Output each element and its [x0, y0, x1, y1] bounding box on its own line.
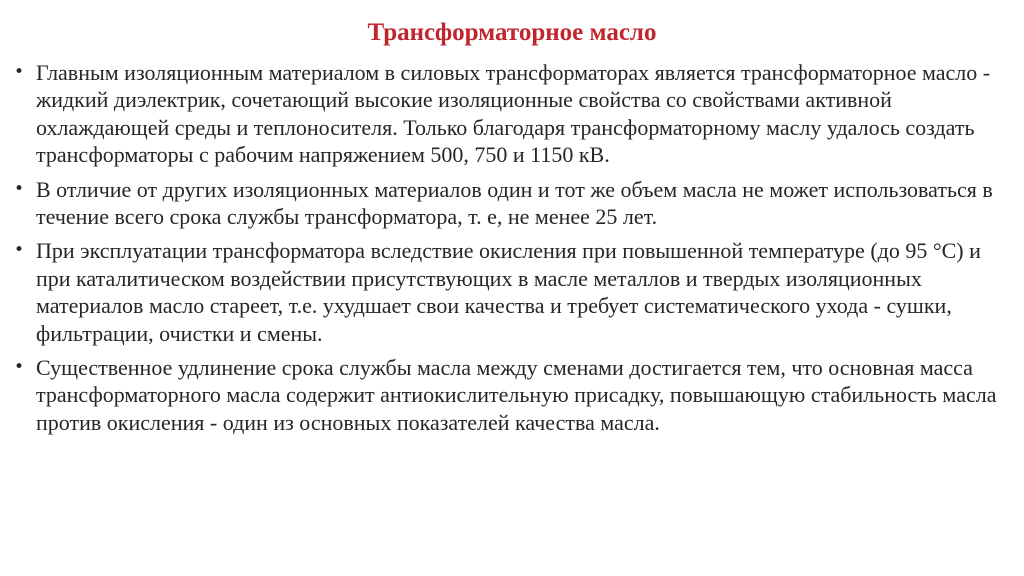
- slide-title: Трансформаторное масло: [367, 19, 657, 46]
- bullet-text: При эксплуатации трансформатора вследствие окисления при повышенной температуре (до 95 °С) и при каталитическом воздействии присутствующих в масле металлов и твердых изоляционных материалов масло стареет, т.е. ухудшает свои качества и требует систематического ухода - сушки, фильтрации, очистки и смены.: [36, 238, 981, 346]
- bullet-marker: •: [14, 178, 25, 199]
- bullet-item: [14, 237, 1004, 347]
- bullet-item: [14, 176, 1004, 231]
- bullet-text: Главным изоляционным материалом в силовых трансформаторах является трансформаторное масло - жидкий диэлектрик, сочетающий высокие изоляционные свойства со свойствами активной охлаждающей среды и теплоносителя. Только благодаря трансформаторному маслу удалось создать трансформаторы с рабочим напряжением 500, 750 и 1150 кВ.: [36, 60, 991, 168]
- bullet-marker: •: [14, 62, 25, 82]
- bullet-text: Существенное удлинение срока службы масла между сменами достигается тем, что основная масса трансформаторного масла содержит антиокислительную присадку, повышающую стабильность масла против окисления - один из основных показателей качества масла.: [36, 355, 997, 435]
- bullet-marker: •: [14, 357, 25, 378]
- bullet-item: [14, 354, 1004, 436]
- bullet-list: [14, 59, 1004, 443]
- bullet-marker: •: [14, 240, 25, 261]
- bullet-item: [14, 59, 1004, 169]
- bullet-text: В отличие от других изоляционных материалов один и тот же объем масла не может использоваться в течение всего срока службы трансформатора, т. е, не менее 25 лет.: [36, 176, 993, 230]
